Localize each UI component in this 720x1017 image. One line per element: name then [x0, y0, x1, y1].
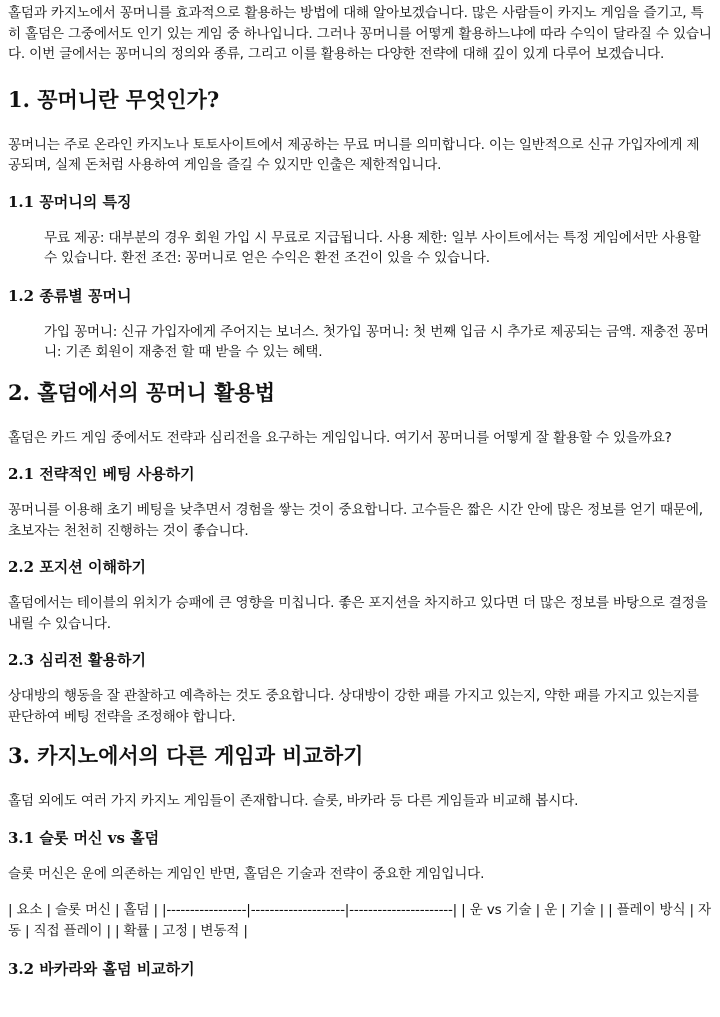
section-2-heading: 2. 홀덤에서의 꽁머니 활용법	[8, 379, 276, 405]
section-2-3-heading: 2.3 심리전 활용하기	[8, 651, 146, 669]
section-1-paragraph: 꽁머니는 주로 온라인 카지노나 토토사이트에서 제공하는 무료 머니를 의미합니다. 이는 일반적으로 신규 가입자에게 제공되며, 실제 돈처럼 사용하여 게임을 즐길 수 있지만 인출은 제한적입니다.	[8, 136, 700, 173]
section-3-heading: 3. 카지노에서의 다른 게임과 비교하기	[8, 743, 364, 768]
section-3-paragraph: 홀덤 외에도 여러 가지 카지노 게임들이 존재합니다. 슬롯, 바카라 등 다른 게임들과 비교해 봅시다.	[8, 793, 579, 809]
section-1-1-heading: 1.1 꽁머니의 특징	[8, 192, 132, 211]
section-3-1-heading: 3.1 슬롯 머신 vs 홀덤	[8, 828, 160, 847]
comparison-table-raw-text: | 요소 | 슬롯 머신 | 홀덤 | |-----------------|--------------------|----------------------| | 운 vs 기술 | 운 | 기술 | | 플레이 방식 | 자동 | 직접 플레이 | | 확률 | 고정 | 변동적 |	[8, 902, 711, 939]
section-1-2-quote: 가입 꽁머니: 신규 가입자에게 주어지는 보너스. 첫가입 꽁머니: 첫 번째 입금 시 추가로 제공되는 금액. 재충전 꽁머니: 기존 회원이 재충전 할 때 받을 수 있는 혜택.	[44, 323, 709, 360]
section-2-1-paragraph: 꽁머니를 이용해 초기 베팅을 낮추면서 경험을 쌓는 것이 중요합니다. 고수들은 짧은 시간 안에 많은 정보를 얻기 때문에, 초보자는 천천히 진행하는 것이 좋습니다.	[8, 502, 703, 539]
section-3-2-heading: 3.2 바카라와 홀덤 비교하기	[8, 960, 195, 978]
section-2-2-paragraph: 홀덤에서는 테이블의 위치가 승패에 큰 영향을 미칩니다. 좋은 포지션을 차지하고 있다면 더 많은 정보를 바탕으로 결정을 내릴 수 있습니다.	[8, 595, 708, 632]
section-1-1-quote: 무료 제공: 대부분의 경우 회원 가입 시 무료로 지급됩니다. 사용 제한: 일부 사이트에서는 특정 게임에서만 사용할 수 있습니다. 환전 조건: 꽁머니로 얻은 수익은 환전 조건이 있을 수 있습니다.	[44, 229, 701, 266]
section-2-2-heading: 2.2 포지션 이해하기	[8, 558, 146, 576]
section-3-1-paragraph: 슬롯 머신은 운에 의존하는 게임인 반면, 홀덤은 기술과 전략이 중요한 게임입니다.	[8, 865, 485, 882]
intro-paragraph: 홀덤과 카지노에서 꽁머니를 효과적으로 활용하는 방법에 대해 알아보겠습니다. 많은 사람들이 카지노 게임을 즐기고, 특히 홀덤은 그중에서도 인기 있는 게임 중 하나입니다. 그러나 꽁머니를 어떻게 활용하느냐에 따라 수익이 달라질 수 있습니다. 이번 글에서는 꽁머니의 정의와 종류, 그리고 이를 활용하는 다양한 전략에 대해 깊이 있게 다루어 보겠습니다.	[8, 5, 712, 62]
section-1-heading: 1. 꽁머니란 무엇인가?	[8, 86, 220, 112]
section-2-1-heading: 2.1 전략적인 베팅 사용하기	[8, 465, 195, 483]
section-1-2-heading: 1.2 종류별 꽁머니	[8, 286, 132, 305]
section-2-paragraph: 홀덤은 카드 게임 중에서도 전략과 심리전을 요구하는 게임입니다. 여기서 꽁머니를 어떻게 잘 활용할 수 있을까요?	[8, 429, 672, 446]
section-2-3-paragraph: 상대방의 행동을 잘 관찰하고 예측하는 것도 중요합니다. 상대방이 강한 패를 가지고 있는지, 약한 패를 가지고 있는지를 판단하여 베팅 전략을 조정해야 합니다.	[8, 688, 699, 725]
